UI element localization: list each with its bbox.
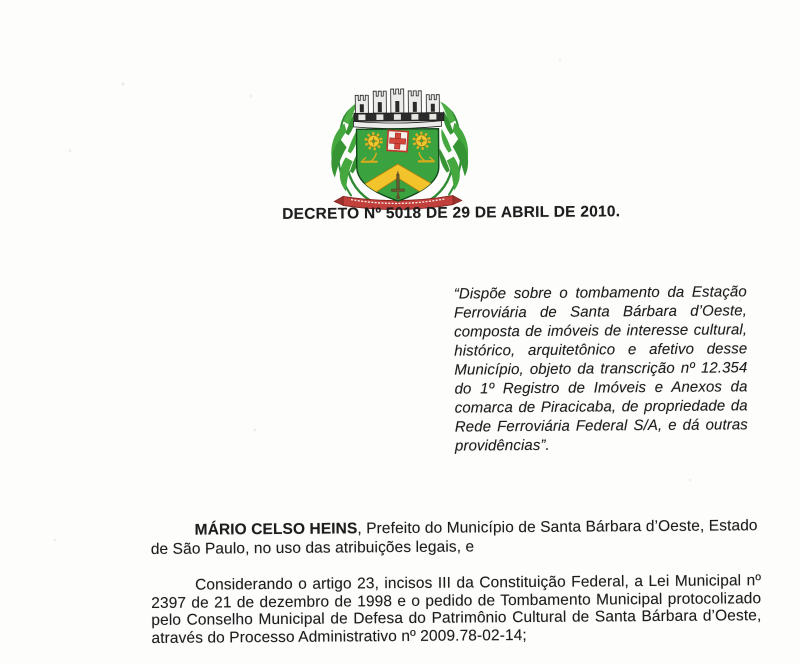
preamble-paragraph	[151, 517, 761, 559]
red-cross-emblem	[387, 130, 408, 151]
coat-of-arms	[320, 82, 479, 219]
mayor-name: MÁRIO CELSO HEINS	[194, 520, 358, 539]
preamble-text: , Prefeito do Município de Santa Bárbara d’Oeste, Estado de São Paulo, no uso das atribuições legais, e	[150, 517, 758, 558]
mural-crown	[353, 89, 444, 129]
considering-paragraph: Considerando o artigo 23, incisos III da Constituição Federal, a Lei Municipal nº 2397 de 21 de dezembro de 1998 e o pedido de Tombamento Municipal protocolizado pelo Conselho Municipal de Defesa do Patrimônio Cultural de Santa Bárbara d’Oeste, através do Processo Administrativo nº 2009.78-02-14;	[151, 572, 762, 648]
decree-epigraph: “Dispõe sobre o tombamento da Estação Ferroviária de Santa Bárbara d’Oeste, composta de imóveis de interesse cultural, histórico, arquitetônico e afetivo desse Município, objeto da transcrição nº 12.354 do 1º Registro de Imóveis e Anexos da comarca de Piracicaba, de propriedade da Rede Ferroviária Federal S/A, e dá outras providências”.	[453, 283, 748, 455]
decree-title: DECRETO Nº 5018 DE 29 DE ABRIL DE 2010.	[282, 203, 621, 223]
